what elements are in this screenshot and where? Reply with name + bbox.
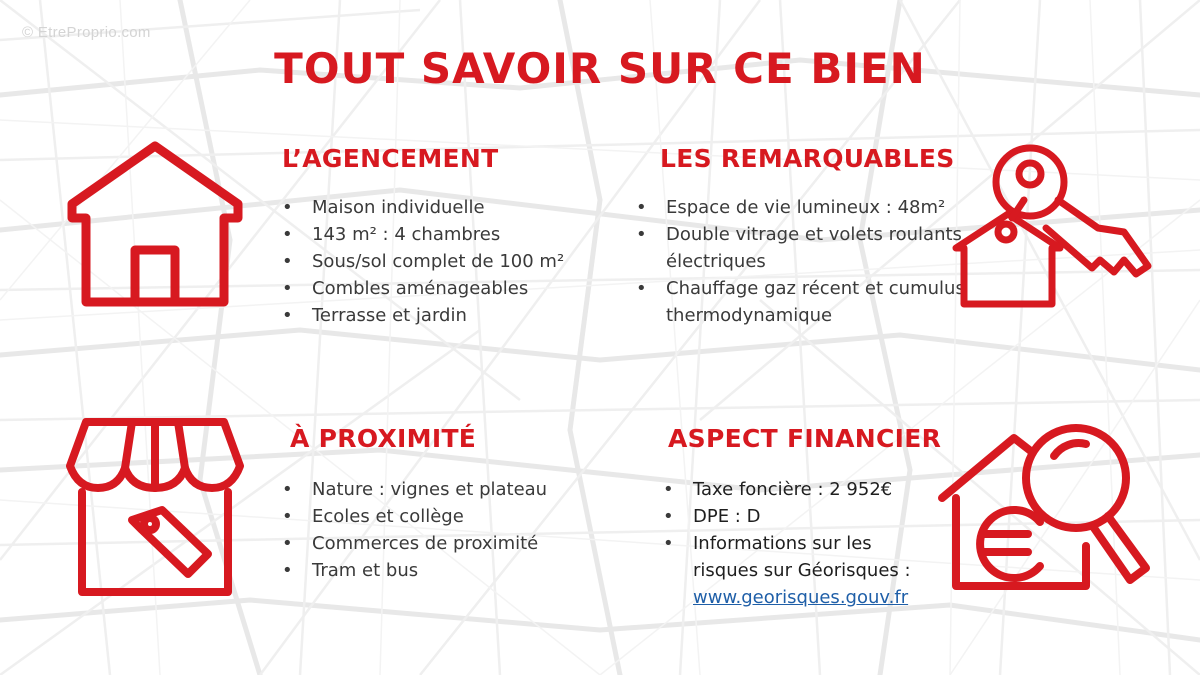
list-item: • Nature : vignes et plateau <box>282 476 547 503</box>
list-item-continuation <box>663 584 911 611</box>
house-euro-search-icon <box>936 418 1162 602</box>
list-item: • Espace de vie lumineux : 48m² <box>636 194 965 221</box>
list-item: • Taxe foncière : 2 952€ <box>663 476 911 503</box>
list-item-continuation: thermodynamique <box>666 305 833 326</box>
watermark: © EtreProprio.com <box>22 24 151 41</box>
list-item: • 143 m² : 4 chambres <box>282 221 564 248</box>
list-item: • DPE : D <box>663 503 911 530</box>
list-item: • Terrasse et jardin <box>282 302 564 329</box>
list-item: • Chauffage gaz récent et cumulus <box>636 275 965 302</box>
list-item: • Combles aménageables <box>282 275 564 302</box>
list-item: • Maison individuelle <box>282 194 564 221</box>
remarquables-list <box>636 194 965 329</box>
georisques-link[interactable]: www.georisques.gouv.fr <box>693 587 909 608</box>
list-item-continuation: risques sur Géorisques : <box>693 560 911 581</box>
list-item: • Informations sur les <box>663 530 911 557</box>
house-key-icon <box>948 136 1158 314</box>
list-item-continuation: électriques <box>666 251 766 272</box>
proximite-list <box>282 476 547 584</box>
page-title: TOUT SAVOIR SUR CE BIEN <box>274 44 926 93</box>
section-title-remarquables: LES REMARQUABLES <box>660 144 955 173</box>
list-item: • Double vitrage et volets roulants <box>636 221 965 248</box>
list-item: • Sous/sol complet de 100 m² <box>282 248 564 275</box>
section-title-agencement: L’AGENCEMENT <box>282 144 499 173</box>
financier-list <box>663 476 911 611</box>
section-title-financier: ASPECT FINANCIER <box>668 424 942 453</box>
list-item: • Ecoles et collège <box>282 503 547 530</box>
list-item: • Commerces de proximité <box>282 530 547 557</box>
agencement-list <box>282 194 564 329</box>
house-icon <box>62 138 248 310</box>
list-item: • Tram et bus <box>282 557 547 584</box>
section-title-proximite: À PROXIMITÉ <box>290 424 477 453</box>
shop-icon <box>62 414 248 600</box>
